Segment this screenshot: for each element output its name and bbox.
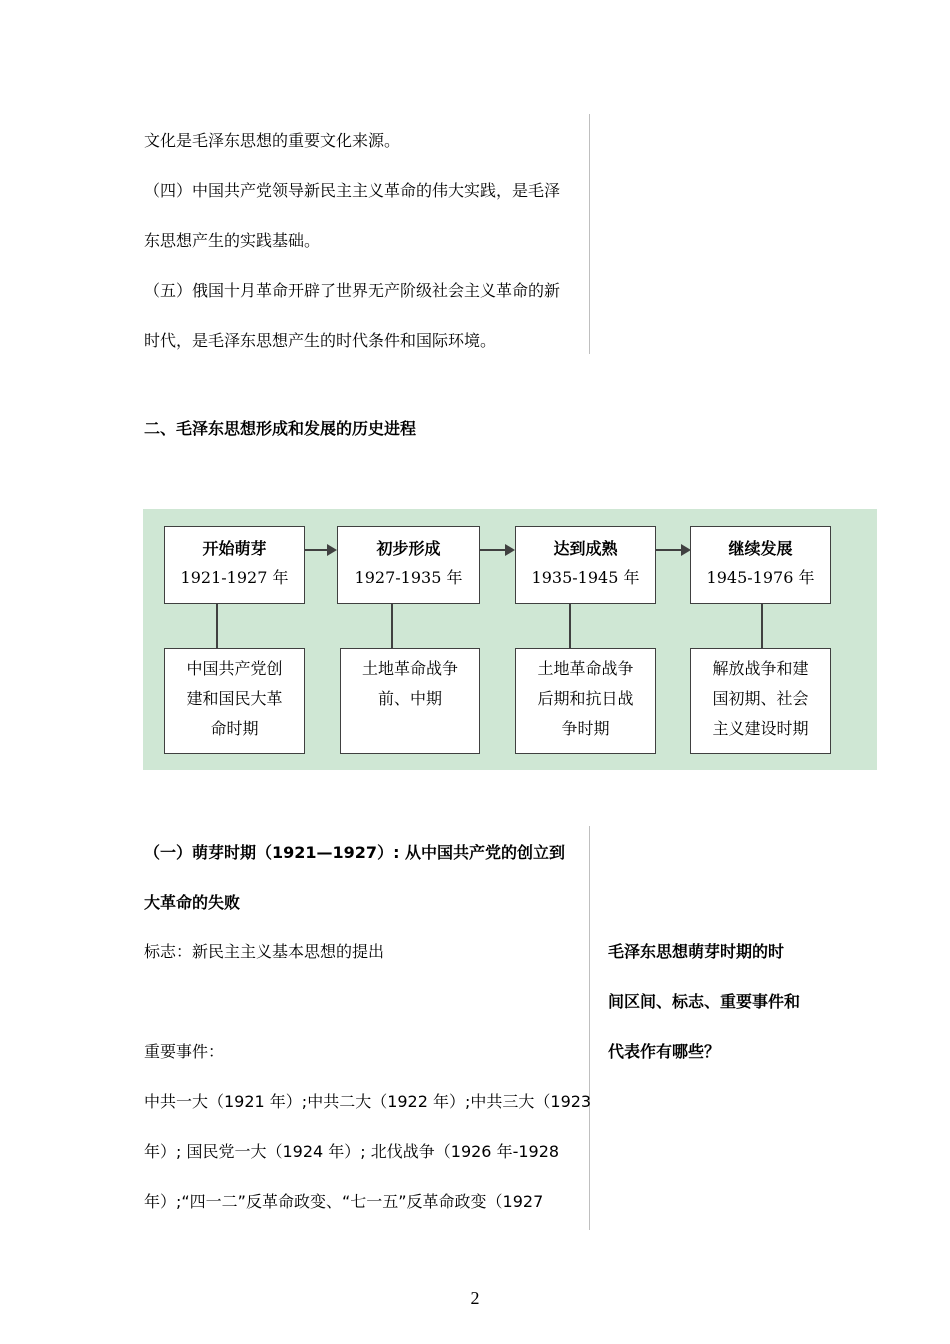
events-label: 重要事件：: [144, 1042, 225, 1061]
arrowhead: [327, 544, 337, 556]
stage-box: [164, 526, 305, 604]
period-line: 土地革命战争: [361, 659, 458, 678]
column-divider-top: [589, 114, 590, 354]
history-diagram: [143, 509, 877, 770]
text-line: 文化是毛泽东思想的重要文化来源。: [144, 131, 401, 150]
period-box: [340, 648, 480, 754]
stage-title: 达到成熟: [553, 539, 618, 558]
period-box: [690, 648, 831, 754]
side-question-line: 代表作有哪些？: [608, 1042, 721, 1061]
arrow: [480, 549, 505, 551]
event-line: 中共一大（1921 年）;中共二大（1922 年）;中共三大（1923: [144, 1092, 592, 1111]
stage-years: 1935-1945 年: [531, 568, 640, 587]
stage-box: [515, 526, 656, 604]
event-line: 年）;“四一二”反革命政变、“七一五”反革命政变（1927: [144, 1192, 544, 1211]
stage-title: 继续发展: [728, 539, 793, 558]
period-box: [515, 648, 656, 754]
stage-years: 1945-1976 年: [706, 568, 815, 587]
marker-line: 标志：新民主主义基本思想的提出: [144, 942, 385, 961]
subsection-heading: （一）萌芽时期（1921—1927）: 从中国共产党的创立到: [144, 843, 566, 862]
arrowhead: [505, 544, 515, 556]
stage-title: 初步形成: [376, 539, 441, 558]
period-line: 主义建设时期: [712, 719, 809, 738]
subsection-heading: 大革命的失败: [144, 893, 241, 912]
arrow: [305, 549, 327, 551]
period-line: 后期和抗日战: [537, 689, 634, 708]
text-line: （四）中国共产党领导新民主主义革命的伟大实践，是毛泽: [144, 181, 561, 200]
period-line: 争时期: [561, 719, 610, 738]
period-line: 建和国民大革: [186, 689, 283, 708]
page-number: 2: [470, 1288, 480, 1308]
connector-line: [391, 604, 393, 648]
period-line: 土地革命战争: [537, 659, 634, 678]
period-line: 命时期: [210, 719, 259, 738]
side-question-line: 间区间、标志、重要事件和: [608, 992, 801, 1011]
stage-years: 1921-1927 年: [180, 568, 289, 587]
stage-title: 开始萌芽: [202, 539, 267, 558]
period-box: [164, 648, 305, 754]
text-line: （五）俄国十月革命开辟了世界无产阶级社会主义革命的新: [144, 281, 561, 300]
text-line: 时代，是毛泽东思想产生的时代条件和国际环境。: [144, 331, 497, 350]
stage-box: [690, 526, 831, 604]
period-line: 前、中期: [377, 689, 442, 708]
event-line: 年）; 国民党一大（1924 年）; 北伐战争（1926 年-1928: [144, 1142, 560, 1161]
period-line: 解放战争和建: [712, 659, 809, 678]
text-line: 东思想产生的实践基础。: [144, 231, 321, 250]
connector-line: [216, 604, 218, 648]
period-line: 国初期、社会: [712, 689, 809, 708]
connector-line: [569, 604, 571, 648]
stage-box: [337, 526, 480, 604]
side-question-line: 毛泽东思想萌芽时期的时: [608, 942, 785, 961]
period-line: 中国共产党创: [186, 659, 283, 678]
stage-years: 1927-1935 年: [354, 568, 463, 587]
connector-line: [761, 604, 763, 648]
column-divider-bottom: [589, 826, 590, 1230]
arrow: [656, 549, 681, 551]
section-heading: 二、毛泽东思想形成和发展的历史进程: [144, 419, 417, 438]
